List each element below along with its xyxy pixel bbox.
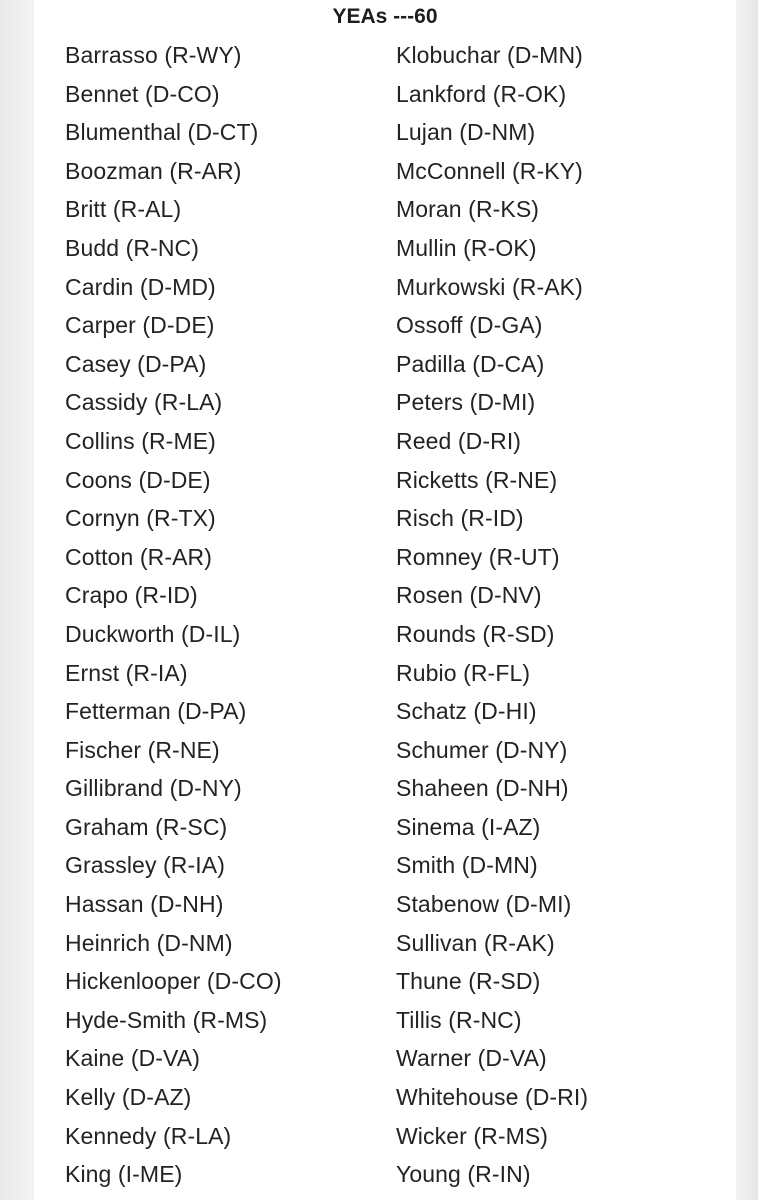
senator-name: Schatz (D-HI) <box>396 698 537 725</box>
senator-name: Hassan (D-NH) <box>65 891 224 918</box>
senator-name: Graham (R-SC) <box>65 813 228 840</box>
senator-name: Fischer (R-NE) <box>65 736 220 763</box>
senator-name: Moran (R-KS) <box>396 196 540 223</box>
senator-name: Young (R-IN) <box>396 1161 531 1188</box>
senator-name: Grassley (R-IA) <box>65 852 225 879</box>
senator-name: Blumenthal (D-CT) <box>65 119 259 146</box>
senator-name: Murkowski (R-AK) <box>396 273 583 300</box>
senator-name: Cornyn (R-TX) <box>65 505 216 532</box>
vote-sheet <box>34 0 736 1200</box>
senator-name: Bennet (D-CO) <box>65 80 220 107</box>
senator-name: Shaheen (D-NH) <box>396 775 569 802</box>
senator-name: Rosen (D-NV) <box>396 582 542 609</box>
senator-name: Cardin (D-MD) <box>65 273 216 300</box>
senator-name: Kelly (D-AZ) <box>65 1084 192 1111</box>
senator-name: Sinema (I-AZ) <box>396 813 541 840</box>
senator-name: King (I-ME) <box>65 1161 183 1188</box>
senator-name: Coons (D-DE) <box>65 466 211 493</box>
senator-name: Fetterman (D-PA) <box>65 698 247 725</box>
senator-name: Heinrich (D-NM) <box>65 929 233 956</box>
senator-name: Ricketts (R-NE) <box>396 466 558 493</box>
senator-name: Thune (R-SD) <box>396 968 541 995</box>
vote-title: YEAs ---60 <box>332 5 438 28</box>
senator-name: Rounds (R-SD) <box>396 620 555 647</box>
senator-name: Sullivan (R-AK) <box>396 929 555 956</box>
senator-name: Padilla (D-CA) <box>396 350 545 377</box>
senator-name: Stabenow (D-MI) <box>396 891 572 918</box>
right-margin <box>736 0 758 1200</box>
senator-name: Klobuchar (D-MN) <box>396 42 583 68</box>
senator-name: Lankford (R-OK) <box>396 80 567 107</box>
senator-name: Reed (D-RI) <box>396 427 522 454</box>
senator-name: Duckworth (D-IL) <box>65 620 241 647</box>
senator-name: Warner (D-VA) <box>396 1045 547 1072</box>
senator-name: Cassidy (R-LA) <box>65 389 223 416</box>
senator-name: Tillis (R-NC) <box>396 1006 522 1033</box>
senator-name: Crapo (R-ID) <box>65 582 198 609</box>
senator-column-right <box>396 36 588 1194</box>
senator-name: Wicker (R-MS) <box>396 1122 549 1149</box>
senator-name: Hickenlooper (D-CO) <box>65 968 282 995</box>
senator-name: Boozman (R-AR) <box>65 157 242 184</box>
senator-name: Schumer (D-NY) <box>396 736 568 763</box>
senator-name: Kaine (D-VA) <box>65 1045 200 1072</box>
senator-name: Cotton (R-AR) <box>65 543 212 570</box>
senator-name: McConnell (R-KY) <box>396 157 583 184</box>
senator-name: Romney (R-UT) <box>396 543 560 570</box>
senator-column-left <box>65 36 282 1194</box>
senator-name: Smith (D-MN) <box>396 852 538 879</box>
senator-name: Barrasso (R-WY) <box>65 42 242 68</box>
senator-name: Carper (D-DE) <box>65 312 215 339</box>
senator-name: Casey (D-PA) <box>65 350 207 377</box>
senator-name: Hyde-Smith (R-MS) <box>65 1006 268 1033</box>
senator-name: Risch (R-ID) <box>396 505 524 532</box>
senator-name: Gillibrand (D-NY) <box>65 775 242 802</box>
senator-name: Peters (D-MI) <box>396 389 536 416</box>
left-margin <box>0 0 32 1200</box>
senator-name: Rubio (R-FL) <box>396 659 531 686</box>
senator-name: Budd (R-NC) <box>65 234 200 261</box>
senator-name: Mullin (R-OK) <box>396 234 537 261</box>
senator-name: Ernst (R-IA) <box>65 659 188 686</box>
senator-name: Collins (R-ME) <box>65 427 216 454</box>
senator-name: Kennedy (R-LA) <box>65 1122 232 1149</box>
senator-name: Ossoff (D-GA) <box>396 312 543 339</box>
senator-name: Britt (R-AL) <box>65 196 182 223</box>
senator-name: Lujan (D-NM) <box>396 119 536 146</box>
senator-name: Whitehouse (D-RI) <box>396 1084 589 1111</box>
